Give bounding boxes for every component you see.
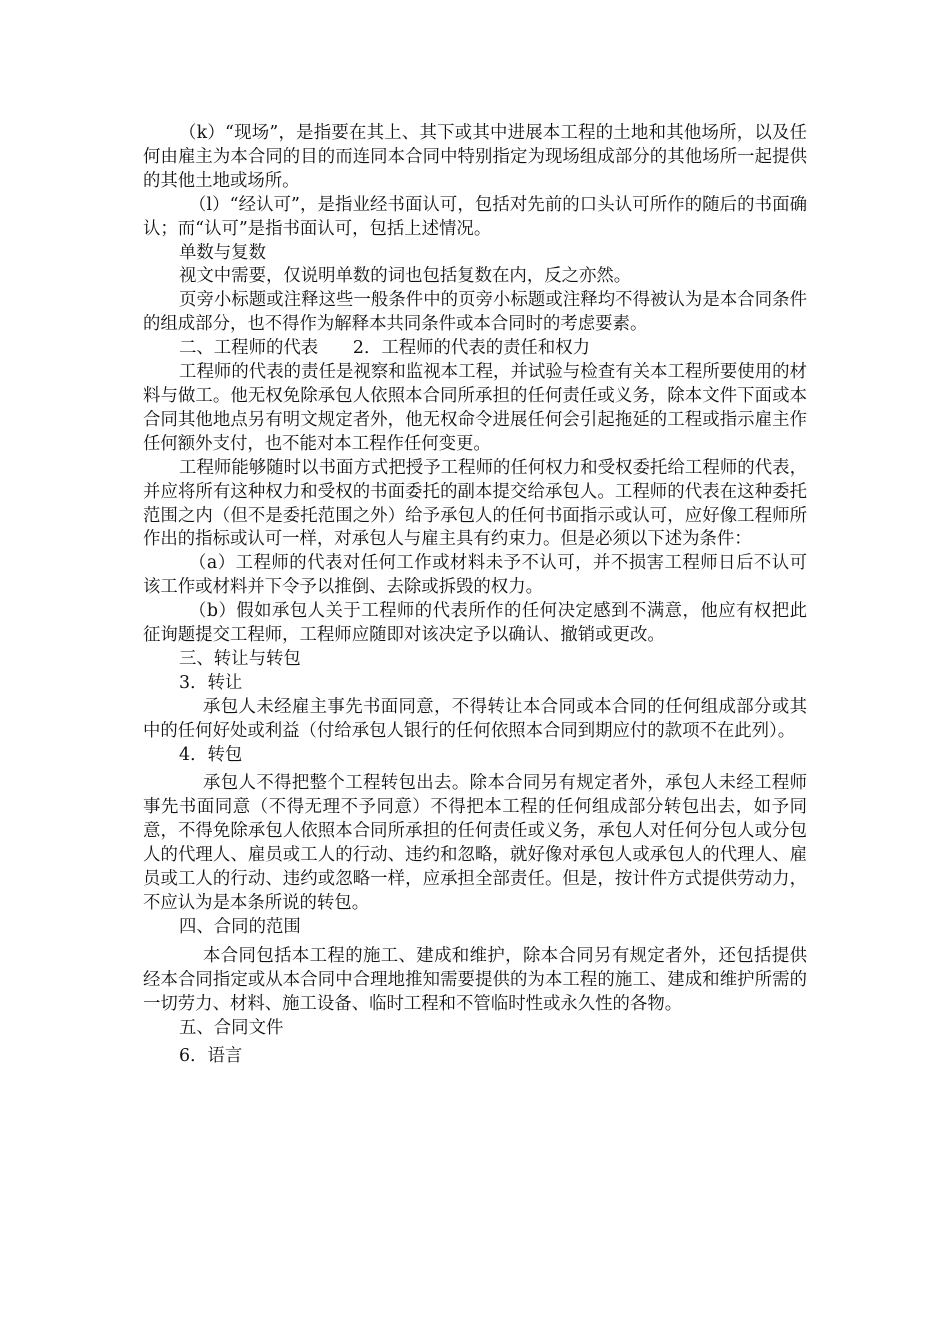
heading-section-2: 二、工程师的代表 2．工程师的代表的责任和权力 (179, 338, 591, 359)
heading-subcontracting: 4．转包 (179, 744, 243, 765)
heading-assignment: 3．转让 (179, 672, 243, 693)
paragraph-singular-plural: 视文中需要，仅说明单数的词也包括复数在内，反之亦然。 (179, 266, 632, 287)
heading-section-4: 四、合同的范围 (179, 916, 301, 937)
paragraph-assignment: 承包人未经雇主事先书面同意，不得转让本合同或本合同的任何组成部分或其中的任何好处或利益（付给承包人银行的任何依照本合同到期应付的款项不在此列）。 (143, 696, 807, 741)
paragraph-definition-approved: （l）“经认可”，是指业经书面认可，包括对先前的口头认可所作的随后的书面确认；而“认可”是指书面认可，包括上述情况。 (143, 194, 807, 239)
heading-language: 6．语言 (179, 1046, 243, 1067)
paragraph-contract-scope: 本合同包括本工程的施工、建成和维护，除本合同另有规定者外，还包括提供经本合同指定或从本合同中合理地推知需要提供的为本工程的施工、建成和维护所需的一切劳力、材料、施工设备、临时工程和不管临时性或永久性的各物。 (143, 945, 807, 1014)
paragraph-condition-a: （a）工程师的代表对任何工作或材料未予不认可，并不损害工程师日后不认可该工作或材料并下令予以推倒、去除或拆毁的权力。 (143, 553, 807, 598)
paragraph-marginal-notes: 页旁小标题或注释这些一般条件中的页旁小标题或注释均不得被认为是本合同条件的组成部分，也不得作为解释本共同条件或本合同时的考虑要素。 (143, 290, 807, 335)
paragraph-subcontracting: 承包人不得把整个工程转包出去。除本合同另有规定者外，承包人未经工程师事先书面同意（不得无理不予同意）不得把本工程的任何组成部分转包出去，如予同意，不得免除承包人依照本合同所承担的任何责任或义务，承包人对任何分包人或分包人的代理人、雇员或工人的行动、违约和忽略，就好像对承包人或承包人的代理人、雇员或工人的行动、违约或忽略一样，应承担全部责任。但是，按计件方式提供劳动力，不应认为是本条所说的转包。 (143, 773, 807, 913)
paragraph-definition-site: （k）“现场”，是指要在其上、其下或其中进展本工程的土地和其他场所，以及任何由雇主为本合同的目的而连同本合同中特别指定为现场组成部分的其他场所一起提供的其他土地或场所。 (143, 123, 807, 191)
heading-section-3: 三、转让与转包 (179, 648, 301, 669)
paragraph-representative-duties: 工程师的代表的责任是视察和监视本工程，并试验与检查有关本工程所要使用的材料与做工。他无权免除承包人依照本合同所承担的任何责任或义务，除本文件下面或本合同其他地点另有明文规定者外，他无权命令进展任何会引起拖延的工程或指示雇主作任何额外支付，也不能对本工程作任何变更。 (143, 362, 807, 454)
paragraph-condition-b: （b）假如承包人关于工程师的代表所作的任何决定感到不满意，他应有权把此征询题提交工程师，工程师应随即对该决定予以确认、撤销或更改。 (143, 601, 807, 646)
document-body (143, 122, 807, 1069)
heading-section-5: 五、合同文件 (179, 1017, 284, 1038)
paragraph-delegation: 工程师能够随时以书面方式把授予工程师的任何权力和受权委托给工程师的代表，并应将所有这种权力和受权的书面委托的副本提交给承包人。工程师的代表在这种委托范围之内（但不是委托范围之外）给予承包人的任何书面指示或认可，应好像工程师所作出的指标或认可一样，对承包人与雇主具有约束力。但是必须以下述为条件： (143, 457, 807, 550)
heading-singular-plural: 单数与复数 (179, 242, 266, 263)
